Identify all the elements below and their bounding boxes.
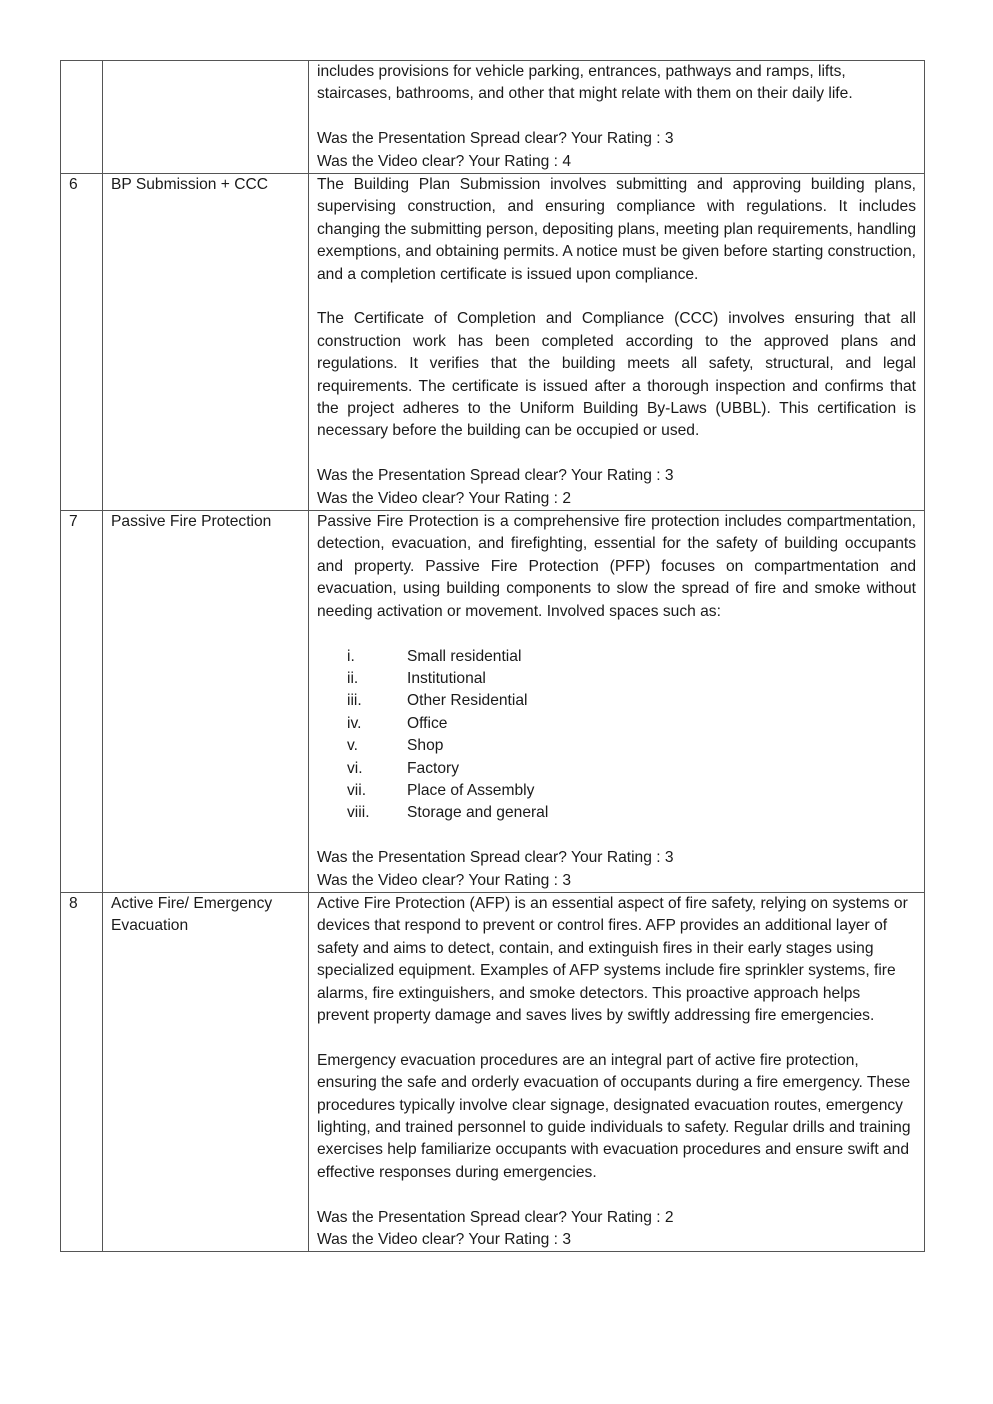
video-rating: Was the Video clear? Your Rating : 4 bbox=[317, 152, 571, 170]
list-item bbox=[317, 690, 916, 712]
video-rating: Was the Video clear? Your Rating : 3 bbox=[317, 871, 571, 889]
list-text: Shop bbox=[407, 737, 444, 755]
list-numeral: viii. bbox=[347, 804, 370, 822]
row-number bbox=[61, 61, 103, 174]
row-number: 6 bbox=[61, 174, 103, 511]
row-description bbox=[309, 61, 925, 174]
video-rating: Was the Video clear? Your Rating : 3 bbox=[317, 1231, 571, 1249]
list-item bbox=[317, 780, 916, 802]
list-text: Place of Assembly bbox=[407, 781, 535, 799]
description-paragraph: The Certificate of Completion and Compliance (CCC) involves ensuring that all construction work has been completed according to the approved plans and regulations. It verifies that the building meets all safety, structural, and legal requirements. The certificate is issued after a thorough inspection and confirms that the project adheres to the Uniform Building By-Laws (UBBL). This certification is necessary before the building can be occupied or used. bbox=[317, 310, 916, 440]
list-numeral: v. bbox=[347, 737, 358, 755]
list-text: Office bbox=[407, 714, 448, 732]
list-numeral: iii. bbox=[347, 692, 362, 710]
evaluation-table bbox=[60, 60, 925, 1252]
list-numeral: i. bbox=[347, 647, 355, 665]
space-type-list bbox=[317, 646, 916, 825]
list-text: Factory bbox=[407, 759, 459, 777]
row-topic: Active Fire/ Emergency Evacuation bbox=[103, 892, 309, 1251]
list-numeral: ii. bbox=[347, 669, 359, 687]
list-item bbox=[317, 646, 916, 668]
list-text: Storage and general bbox=[407, 804, 549, 822]
description-paragraph: Active Fire Protection (AFP) is an essential aspect of fire safety, relying on systems or devices that respond to prevent or control fires. AFP provides an additional layer of safety and aims to detect, contain, and extinguish fires in their early stages using specialized equipment. Examples of AFP systems include fire sprinkler systems, fire alarms, fire extinguishers, and smoke detectors. This proactive approach helps prevent property damage and saves lives by swiftly addressing fire emergencies. bbox=[317, 894, 908, 1024]
row-description bbox=[309, 511, 925, 893]
video-rating: Was the Video clear? Your Rating : 2 bbox=[317, 489, 571, 507]
table-row bbox=[61, 511, 925, 893]
description-paragraph: The Building Plan Submission involves submitting and approving building plans, supervising construction, and ensuring compliance with regulations. It includes changing the submitting person, depositing plans, meeting plan requirements, handling exemptions, and obtaining permits. A notice must be given before starting construction, and a completion certificate is issued upon compliance. bbox=[317, 176, 917, 283]
row-topic: BP Submission + CCC bbox=[103, 174, 309, 511]
list-numeral: vii. bbox=[347, 781, 367, 799]
presentation-rating: Was the Presentation Spread clear? Your Rating : 3 bbox=[317, 467, 674, 485]
presentation-rating: Was the Presentation Spread clear? Your Rating : 3 bbox=[317, 849, 674, 867]
description-paragraph: Passive Fire Protection is a comprehensive fire protection includes compartmentation, detection, evacuation, and firefighting, essential for the safety of building occupants and property. Passive Fire Protection (PFP) focuses on compartmentation and evacuation, using building components to slow the spread of fire and smoke without needing activation or movement. Involved spaces such as: bbox=[317, 513, 916, 620]
row-description bbox=[309, 892, 925, 1251]
table-row bbox=[61, 174, 925, 511]
list-text: Other Residential bbox=[407, 692, 528, 710]
presentation-rating: Was the Presentation Spread clear? Your Rating : 3 bbox=[317, 130, 674, 148]
list-item bbox=[317, 735, 916, 757]
table-row bbox=[61, 61, 925, 174]
description-paragraph: Emergency evacuation procedures are an integral part of active fire protection, ensuring the safe and orderly evacuation of occupants during a fire emergency. These procedures typically involve clear signage, designated evacuation routes, emergency lighting, and trained personnel to guide individuals to safety. Regular drills and training exercises help familiarize occupants with evacuation procedures and ensure swift and effective responses during emergencies. bbox=[317, 1051, 911, 1181]
row-number: 8 bbox=[61, 892, 103, 1251]
table-row bbox=[61, 892, 925, 1251]
row-description bbox=[309, 174, 925, 511]
list-item bbox=[317, 802, 916, 824]
row-topic bbox=[103, 61, 309, 174]
list-text: Small residential bbox=[407, 647, 522, 665]
description-paragraph: includes provisions for vehicle parking, entrances, pathways and ramps, lifts, staircases, bathrooms, and other that might relate with them on their daily life. bbox=[317, 63, 853, 103]
list-item bbox=[317, 713, 916, 735]
list-item bbox=[317, 758, 916, 780]
list-item bbox=[317, 668, 916, 690]
list-numeral: iv. bbox=[347, 714, 362, 732]
list-numeral: vi. bbox=[347, 759, 363, 777]
presentation-rating: Was the Presentation Spread clear? Your Rating : 2 bbox=[317, 1208, 674, 1226]
list-text: Institutional bbox=[407, 669, 486, 687]
row-topic: Passive Fire Protection bbox=[103, 511, 309, 893]
row-number: 7 bbox=[61, 511, 103, 893]
